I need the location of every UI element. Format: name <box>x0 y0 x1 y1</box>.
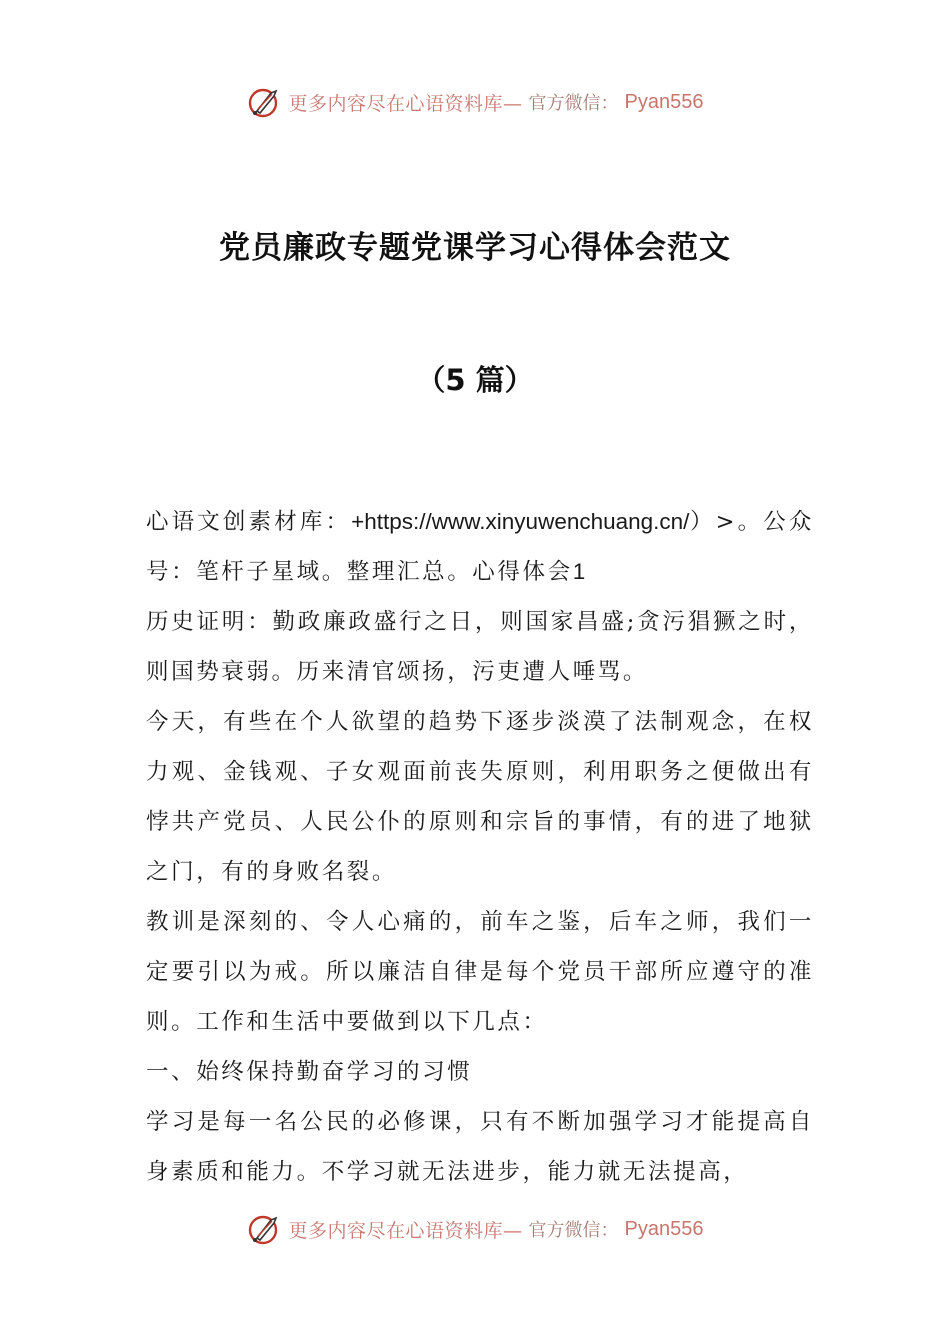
header-banner <box>0 82 950 122</box>
section-heading-1: 一、始终保持勤奋学习的习惯 <box>146 1059 473 1085</box>
source-paragraph <box>146 497 814 597</box>
document-body <box>146 497 814 1197</box>
banner-slogan: 更多内容尽在心语资料库— <box>288 92 523 115</box>
body-paragraph-2: 今天，有些在个人欲望的趋势下逐步淡漠了法制观念，在权力观、金钱观、子女观面前丧失原则，利用职务之便做出有悖共产党员、人民公仆的原则和宗旨的事情，有的进了地狱之门，有的身败名裂。 <box>146 709 814 885</box>
source-number: 1 <box>572 559 586 584</box>
banner-wechat-id: Pyan556 <box>624 90 704 113</box>
pen-nib-logo-icon <box>247 1211 283 1247</box>
source-prefix: 心语文创素材库： <box>146 509 352 535</box>
body-paragraph-4: 学习是每一名公民的必修课，只有不断加强学习才能提高自身素质和能力。不学习就无法进步，能力就无法提高， <box>146 1109 814 1185</box>
source-url-link[interactable]: +https://www.xinyuwenchuang.cn/ <box>351 509 690 534</box>
source-suffix: ）>。公众号：笔杆子星域。整理汇总。心得体会 <box>146 509 814 585</box>
document-subtitle: （5 篇） <box>416 363 534 397</box>
banner-wechat-label: 官方微信： <box>528 1220 619 1241</box>
body-paragraph-3: 教训是深刻的、令人心痛的，前车之鉴，后车之师，我们一定要引以为戒。所以廉洁自律是每个党员干部所应遵守的准则。工作和生活中要做到以下几点： <box>146 909 814 1035</box>
document-title: 党员廉政专题党课学习心得体会范文 <box>219 230 731 266</box>
footer-banner <box>0 1209 950 1249</box>
banner-wechat-id: Pyan556 <box>624 1217 704 1240</box>
banner-slogan: 更多内容尽在心语资料库— <box>288 1219 523 1242</box>
body-paragraph-1: 历史证明：勤政廉政盛行之日，则国家昌盛;贪污猖獗之时，则国势衰弱。历来清官颂扬，污吏遭人唾骂。 <box>146 609 814 685</box>
banner-wechat-label: 官方微信： <box>528 93 619 114</box>
pen-nib-logo-icon <box>247 84 283 120</box>
